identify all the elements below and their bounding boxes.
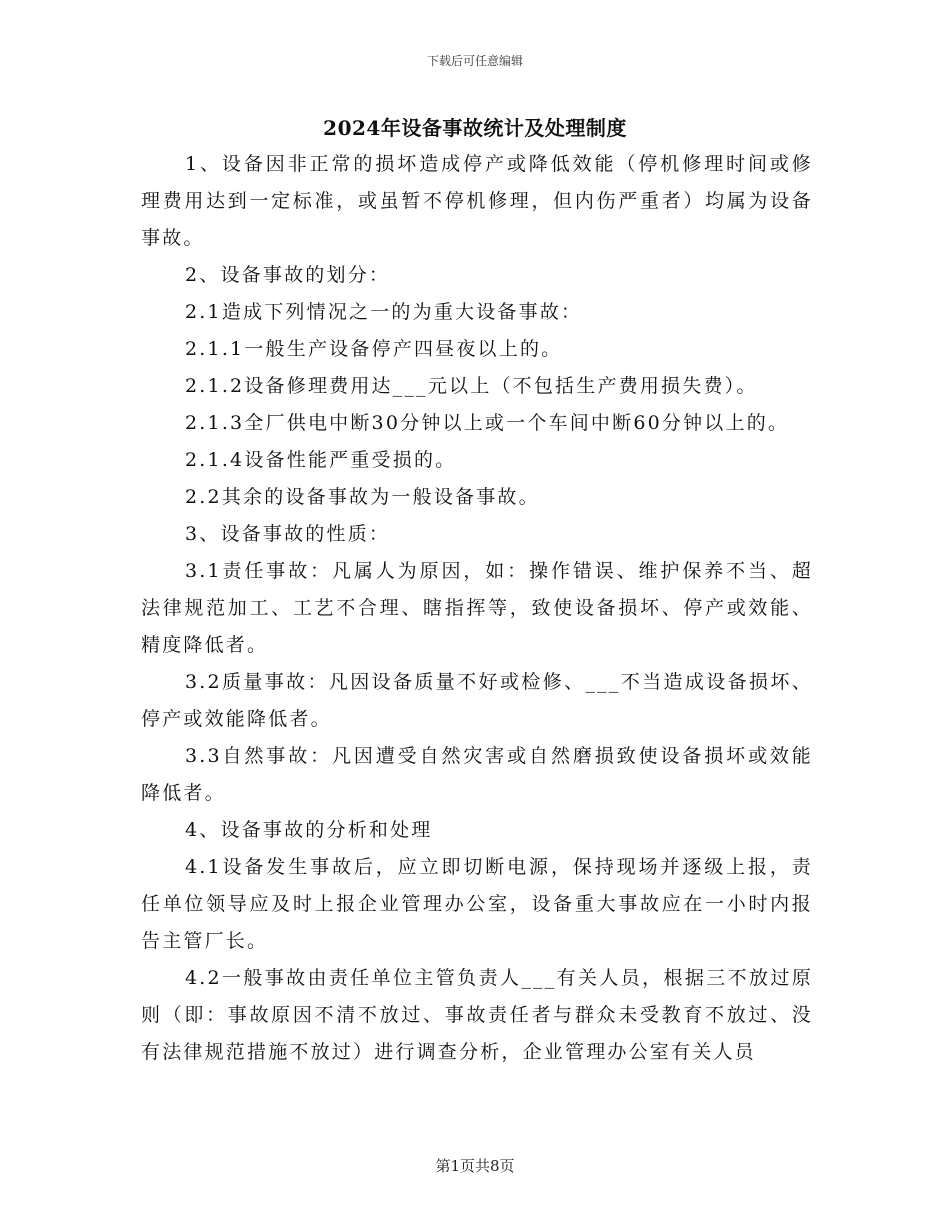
paragraph-3: 2.1造成下列情况之一的为重大设备事故：: [185, 301, 583, 323]
paragraph-11: 3.2质量事故：凡因设备质量不好或检修、___不当造成设备损坏、停产或效能降低者。: [141, 671, 813, 730]
paragraph-15: 4.2一般事故由责任单位主管负责人___有关人员，根据三不放过原则（即：事故原因不清不放过、事故责任者与群众未受教育不放过、没有法律规范措施不放过）进行调查分析，企业管理办公室有关人员: [141, 967, 813, 1063]
paragraph-10: 3.1责任事故：凡属人为原因，如：操作错误、维护保养不当、超法律规范加工、工艺不合理、瞎指挥等，致使设备损坏、停产或效能、精度降低者。: [141, 560, 813, 656]
paragraph-7: 2.1.4设备性能严重受损的。: [185, 449, 457, 471]
page-header: 下载后可任意编辑: [426, 54, 523, 68]
paragraph-6: 2.1.3全厂供电中断30分钟以上或一个车间中断60分钟以上的。: [185, 412, 790, 434]
document-body: [141, 146, 813, 1071]
paragraph-9: 3、设备事故的性质：: [185, 523, 391, 545]
document-title: 2024年设备事故统计及处理制度: [323, 116, 627, 140]
paragraph-8: 2.2其余的设备事故为一般设备事故。: [185, 486, 540, 508]
paragraph-2: 2、设备事故的划分：: [185, 264, 391, 286]
paragraph-5: 2.1.2设备修理费用达___元以上（不包括生产费用损失费）。: [185, 375, 758, 397]
paragraph-14: 4.1设备发生事故后，应立即切断电源，保持现场并逐级上报，责任单位领导应及时上报企业管理办公室，设备重大事故应在一小时内报告主管厂长。: [141, 856, 813, 952]
paragraph-4: 2.1.1一般生产设备停产四昼夜以上的。: [185, 338, 563, 360]
paragraph-1: 1、设备因非正常的损坏造成停产或降低效能（停机修理时间或修理费用达到一定标准，或虽暂不停机修理，但内伤严重者）均属为设备事故。: [141, 153, 813, 249]
paragraph-13: 4、设备事故的分析和处理: [185, 819, 433, 841]
paragraph-12: 3.3自然事故：凡因遭受自然灾害或自然磨损致使设备损坏或效能降低者。: [141, 745, 813, 804]
page-footer: 第1页共8页: [435, 1157, 515, 1175]
